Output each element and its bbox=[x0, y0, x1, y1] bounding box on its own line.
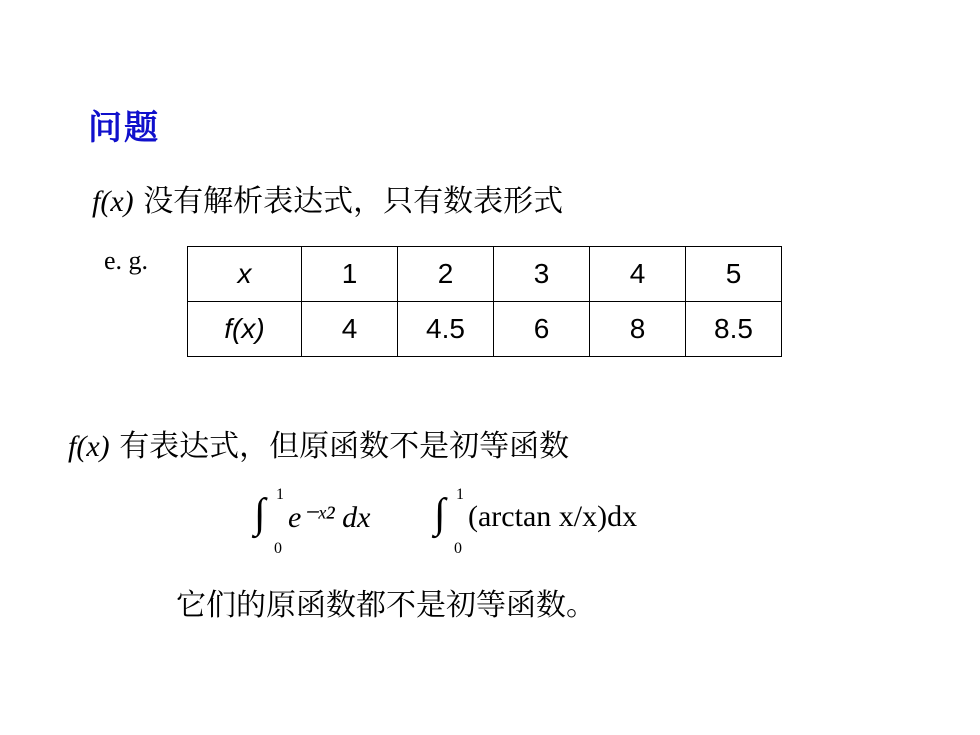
table-cell: 8 bbox=[590, 302, 686, 357]
table-cell: 8.5 bbox=[686, 302, 782, 357]
table-cell: 5 bbox=[686, 247, 782, 302]
note-text: 没有解析表达式，只有数表形式 bbox=[143, 184, 564, 219]
fx-symbol: f(x) bbox=[92, 185, 134, 218]
integral-sign-icon: ∫ bbox=[434, 491, 446, 537]
table-header-fx: f(x) bbox=[188, 302, 302, 357]
table-cell: 4.5 bbox=[398, 302, 494, 357]
value-table bbox=[187, 246, 782, 357]
fx-symbol: f(x) bbox=[68, 430, 110, 463]
integral-arctan bbox=[434, 484, 694, 564]
lower-limit: 0 bbox=[274, 540, 282, 557]
integral-sign-icon: ∫ bbox=[254, 491, 266, 537]
integral-exp bbox=[254, 484, 394, 564]
table-cell: 1 bbox=[302, 247, 398, 302]
table-row bbox=[188, 247, 782, 302]
conclusion-text: 它们的原函数都不是初等函数。 bbox=[176, 588, 596, 623]
table-row bbox=[188, 302, 782, 357]
lower-limit: 0 bbox=[454, 540, 462, 557]
table-cell: 6 bbox=[494, 302, 590, 357]
note-has-expression bbox=[68, 421, 569, 465]
eg-label: e. g. bbox=[104, 246, 149, 275]
note-no-expression bbox=[92, 176, 563, 220]
table-header-x: x bbox=[188, 247, 302, 302]
note-text: 有表达式，但原函数不是初等函数 bbox=[119, 429, 570, 464]
slide-title: 问题 bbox=[88, 108, 160, 148]
upper-limit: 1 bbox=[276, 486, 284, 503]
integrand: (arctan x/x)dx bbox=[468, 500, 638, 533]
table-cell: 4 bbox=[302, 302, 398, 357]
table-cell: 3 bbox=[494, 247, 590, 302]
upper-limit: 1 bbox=[456, 486, 464, 503]
table-cell: 2 bbox=[398, 247, 494, 302]
integrand: e⁻ˣ² dx bbox=[288, 501, 371, 534]
table-cell: 4 bbox=[590, 247, 686, 302]
